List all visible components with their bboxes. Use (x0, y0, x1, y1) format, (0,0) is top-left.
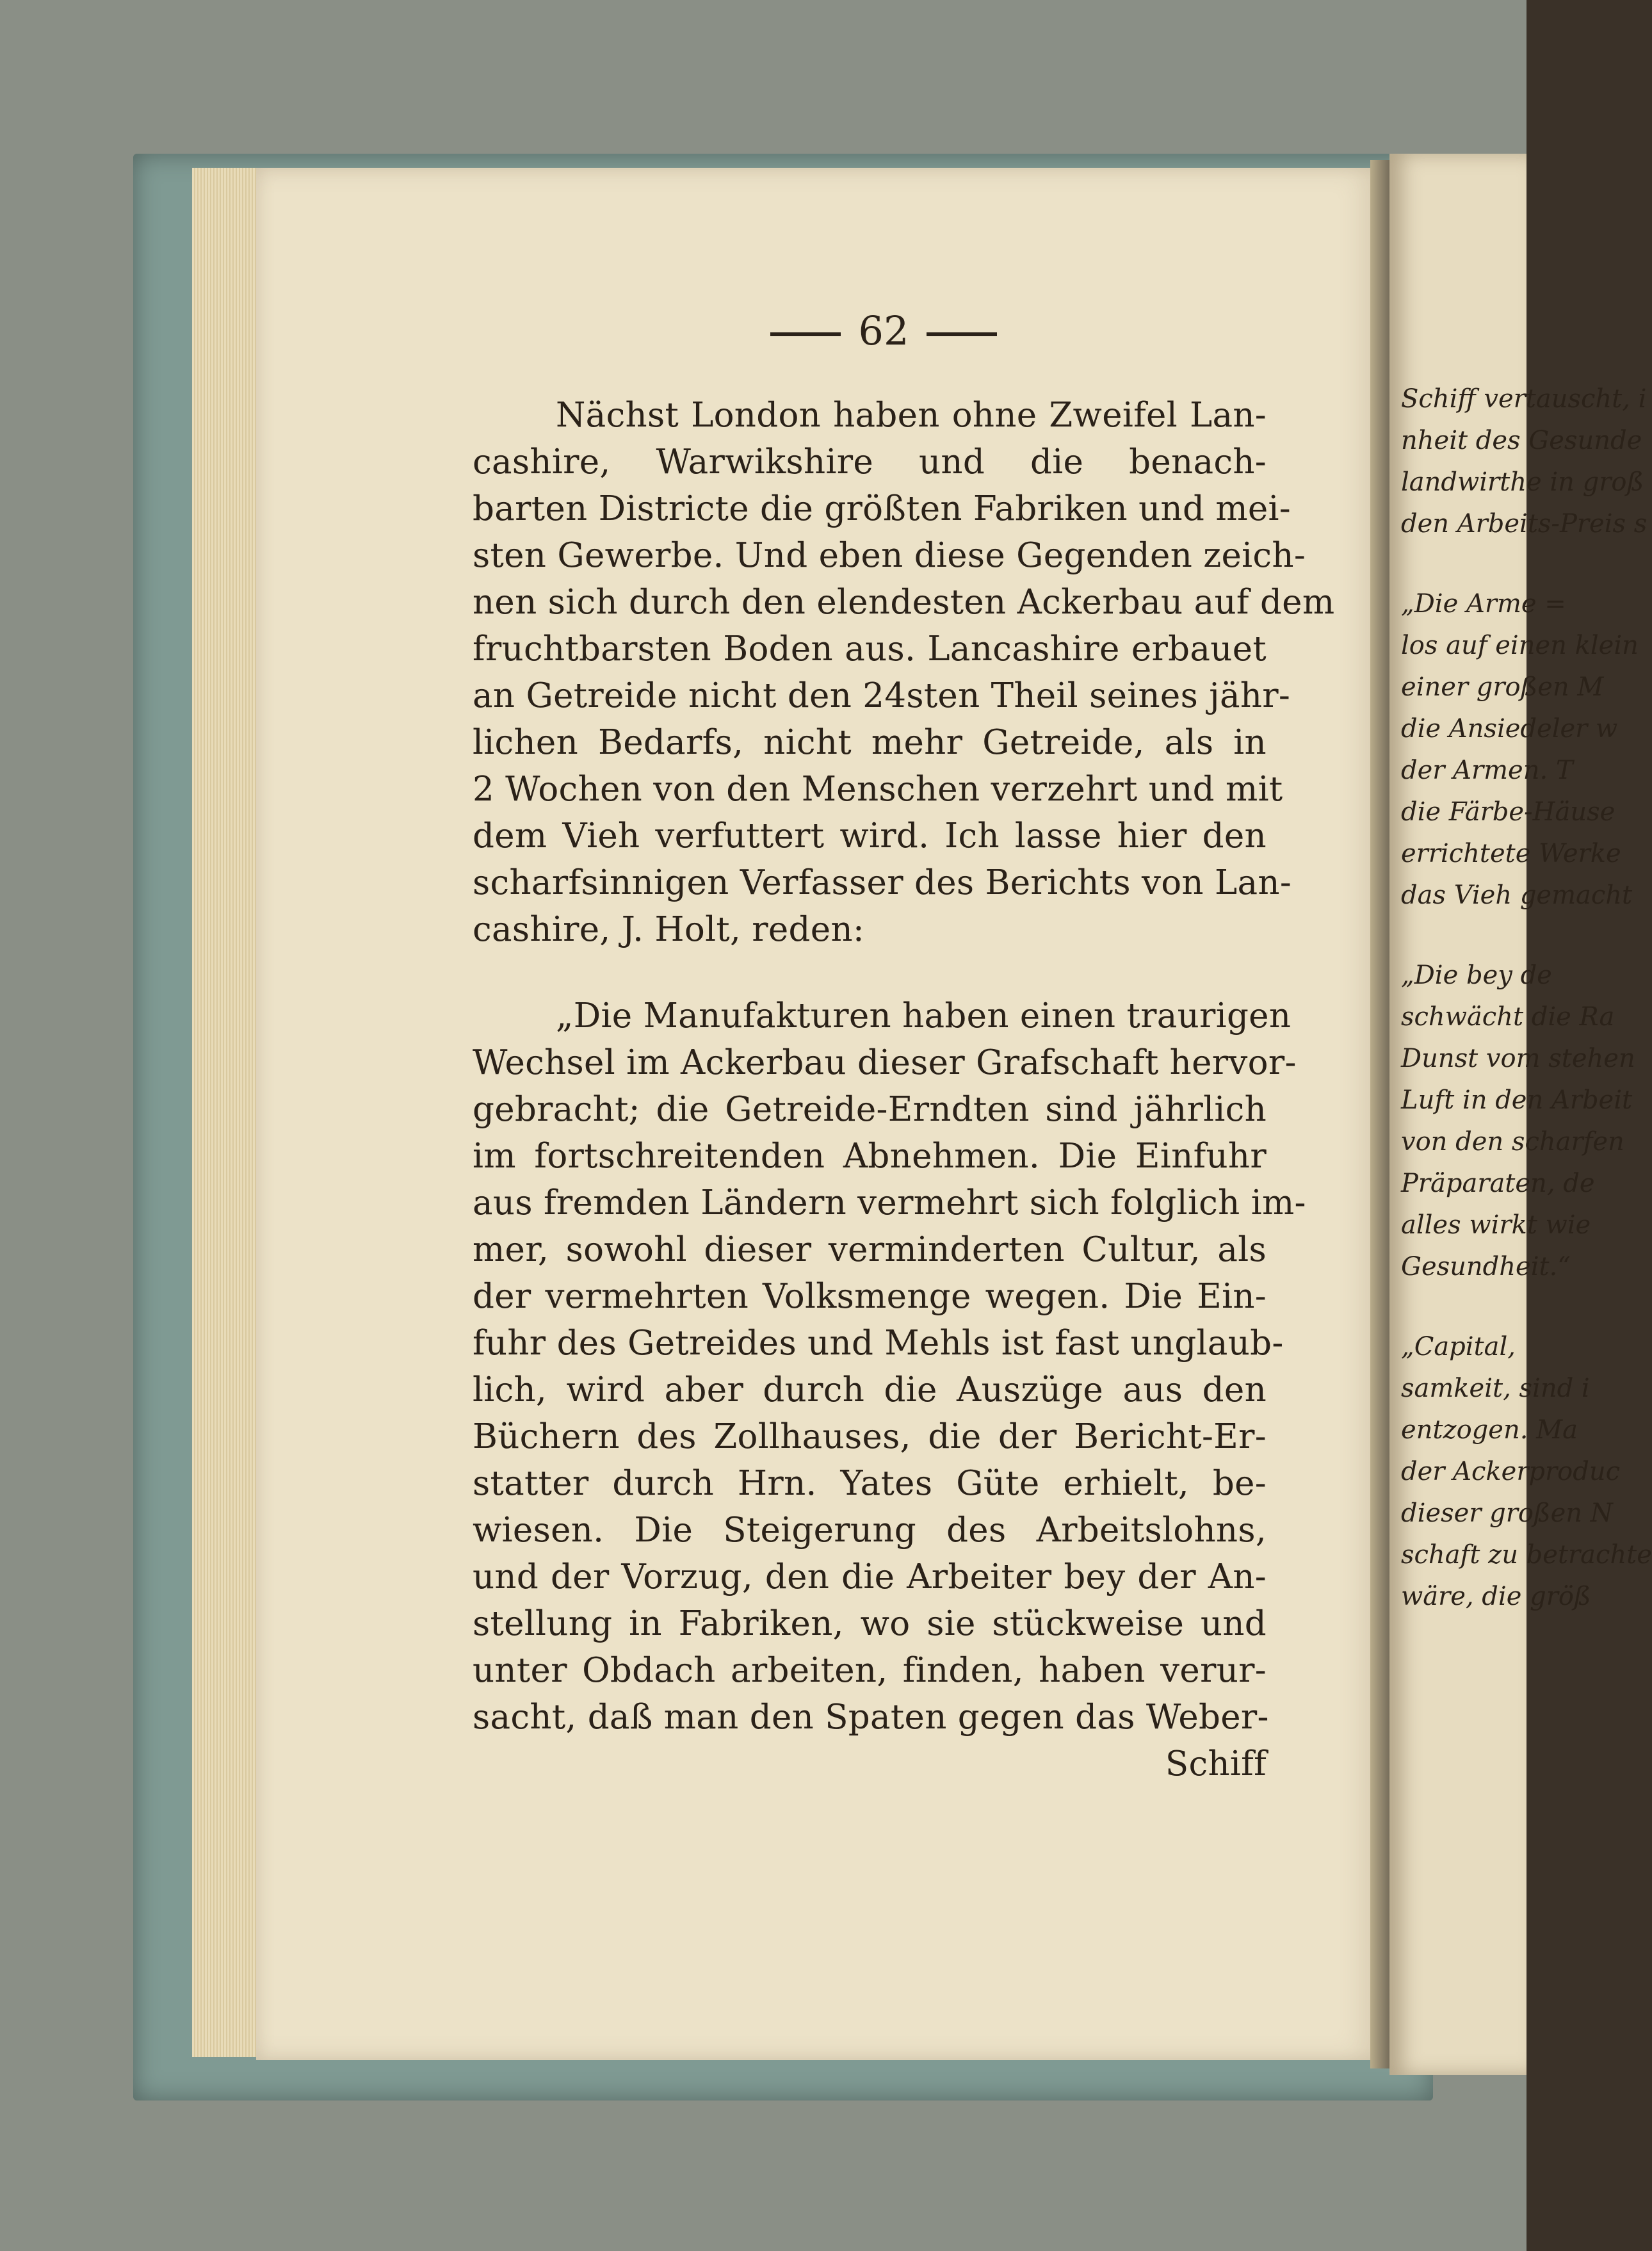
text-line: mer, sowohl dieser verminderten Cultur, als (473, 1230, 1267, 1269)
right-page-fragment (1389, 154, 1652, 2075)
next-page-line: Schiff vertauscht, i (1401, 384, 1647, 414)
text-line: 2 Wochen von den Menschen verzehrt und mit (473, 770, 1283, 809)
text-line: Wechsel im Ackerbau dieser Grafschaft hervor- (473, 1043, 1297, 1082)
text-line: sacht, daß man den Spaten gegen das Weber- (473, 1698, 1269, 1737)
next-page-line: „Capital, (1401, 1332, 1516, 1361)
next-page-line: schaft zu betrachte (1401, 1540, 1652, 1570)
next-page-line: Luft in den Arbeit (1401, 1085, 1633, 1115)
next-page-line: errichtete Werke (1401, 839, 1621, 868)
text-line: fuhr des Getreides und Mehls ist fast unglaub- (473, 1324, 1284, 1363)
text-line: lichen Bedarfs, nicht mehr Getreide, als in (473, 723, 1267, 762)
page-number: 62 (858, 307, 909, 354)
text-line: im fortschreitenden Abnehmen. Die Einfuhr (473, 1137, 1267, 1176)
next-page-line: entzogen. Ma (1401, 1415, 1578, 1445)
next-page-line: „Die bey de (1401, 961, 1552, 990)
paragraph-2 (473, 993, 1306, 1787)
next-page-line: „Die Arme = (1401, 589, 1566, 619)
next-page-line: Präparaten, de (1401, 1169, 1595, 1198)
next-page-line: der Ackerproduc (1401, 1457, 1621, 1486)
text-line: barten Districte die größten Fabriken und mei- (473, 489, 1292, 528)
next-page-line: landwirthe in groß (1401, 467, 1644, 497)
next-page-line: dieser großen N (1401, 1499, 1613, 1528)
catchword: Schiff (1165, 1744, 1267, 1784)
text-line: wiesen. Die Steigerung des Arbeitslohns, (473, 1511, 1267, 1550)
next-page-line: alles wirkt wie (1401, 1210, 1591, 1240)
text-line: und der Vorzug, den die Arbeiter bey der An- (473, 1557, 1267, 1597)
next-page-line: der Armen. T (1401, 756, 1573, 785)
next-page-line: wäre, die größ (1401, 1582, 1591, 1611)
next-page-line: nheit des Gesunde (1401, 426, 1642, 455)
text-line: lich, wird aber durch die Auszüge aus den (473, 1370, 1267, 1410)
next-page-line: los auf einen klein (1401, 631, 1639, 660)
next-page-line: Dunst vom stehen (1401, 1044, 1635, 1073)
text-line: Büchern des Zollhauses, die der Bericht-Er- (473, 1417, 1267, 1456)
next-page-line: die Ansiedeler w (1401, 714, 1618, 744)
text-line: „Die Manufakturen haben einen traurigen (556, 996, 1292, 1036)
next-page-line: die Färbe-Häuse (1401, 797, 1616, 827)
header-dash-left (770, 332, 841, 336)
text-line: statter durch Hrn. Yates Güte erhielt, be- (473, 1464, 1267, 1503)
next-page-line: samkeit, sind i (1401, 1374, 1590, 1403)
text-line: cashire, J. Holt, reden: (473, 910, 865, 949)
text-line: scharfsinnigen Verfasser des Berichts von Lan- (473, 863, 1292, 902)
next-page-line: einer großen M (1401, 672, 1604, 702)
page-header (743, 307, 1024, 354)
next-page-line: von den scharfen (1401, 1127, 1624, 1157)
text-line: gebracht; die Getreide-Erndten sind jährlich (473, 1090, 1267, 1129)
text-line: Nächst London haben ohne Zweifel Lan- (556, 396, 1267, 435)
text-line: unter Obdach arbeiten, finden, haben verur- (473, 1651, 1267, 1690)
book-gutter (1370, 160, 1392, 2068)
text-line: dem Vieh verfuttert wird. Ich lasse hier den (473, 817, 1267, 856)
next-page-line: das Vieh gemacht (1401, 881, 1633, 910)
body-text (473, 392, 1335, 1787)
text-line: aus fremden Ländern vermehrt sich folglich im- (473, 1183, 1306, 1223)
next-page-line: den Arbeits-Preis s (1401, 509, 1648, 539)
next-page-line: Gesundheit.“ (1401, 1252, 1571, 1281)
next-page-line: schwächt die Ra (1401, 1002, 1615, 1032)
text-line: an Getreide nicht den 24sten Theil seines jähr- (473, 676, 1291, 715)
text-line: cashire, Warwikshire und die benach- (473, 443, 1267, 482)
paragraph-1 (473, 392, 1335, 953)
text-line: der vermehrten Volksmenge wegen. Die Ein- (473, 1277, 1267, 1316)
text-line: nen sich durch den elendesten Ackerbau auf dem (473, 583, 1335, 622)
header-dash-right (927, 332, 997, 336)
text-line: stellung in Fabriken, wo sie stückweise und (473, 1604, 1267, 1643)
text-line: sten Gewerbe. Und eben diese Gegenden zeich- (473, 536, 1306, 575)
text-line: fruchtbarsten Boden aus. Lancashire erbauet (473, 630, 1267, 669)
